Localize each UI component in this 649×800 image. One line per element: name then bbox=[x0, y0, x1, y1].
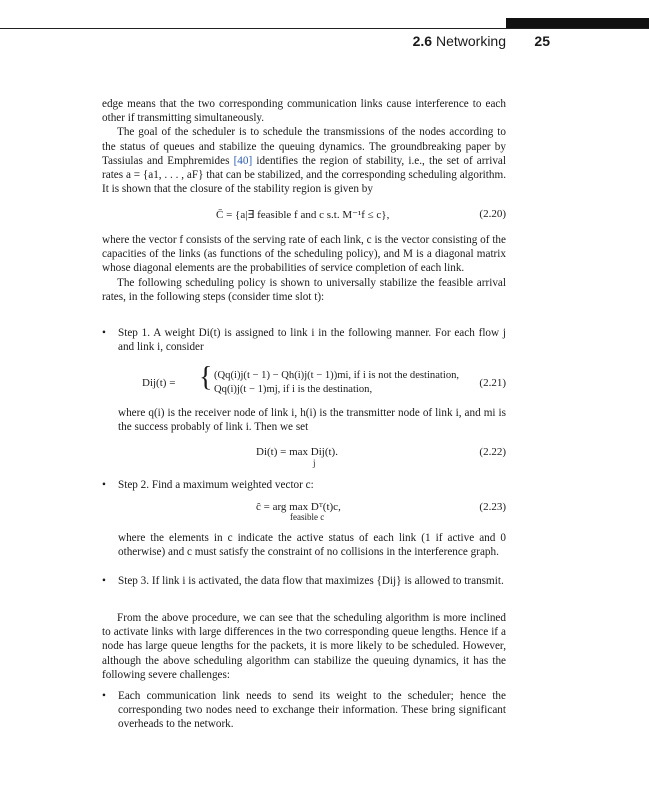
equation-2-23: ĉ = arg max Dᵀ(t)c, feasible c (2.23) bbox=[256, 501, 506, 522]
citation-link[interactable]: [40] bbox=[233, 154, 253, 167]
list-item-challenge1: • Each communication link needs to send its weight to the scheduler; hence the corresponding two nodes need to exchange their information. These bring significant overheads to the network. bbox=[102, 690, 506, 731]
header-rule bbox=[0, 28, 649, 29]
equation-2-22: Di(t) = max Dij(t). j (2.22) bbox=[256, 446, 506, 468]
step2-continuation: where the elements in c indicate the active status of each link (1 if active and 0 otherwise) and c must satisfy the constraint of no collisions in the interference graph. bbox=[118, 532, 506, 559]
running-header bbox=[380, 33, 550, 51]
paragraph-3: where the vector f consists of the serving rate of each link, c is the vector consisting of the capacities of the links (as functions of the scheduling policy), and M is a diagonal matrix whose diagonal elements are the probabilities of service completion of each link. bbox=[102, 234, 506, 275]
left-brace: { bbox=[199, 362, 213, 393]
paragraph-5: From the above procedure, we can see that the scheduling algorithm is more inclined to activate links with large differences in the two corresponding queue lengths. Hence if a node has large queue lengths for the packets, it is more likely to be scheduled. However, although the above scheduling algorithm can stabilize the queuing dynamics, it has the following severe challenges: bbox=[102, 612, 506, 681]
paragraph-1: edge means that the two corresponding communication links cause interference to each other if transmitting simultaneously. bbox=[102, 98, 506, 125]
equation-2-20: C̄ = {a|∃ feasible f and c s.t. M⁻¹f ≤ c}, (2.20) bbox=[216, 208, 506, 221]
list-item-step1: • Step 1. A weight Di(t) is assigned to link i in the following manner. For each flow j and link i, consider bbox=[102, 327, 506, 354]
list-item-step3: • Step 3. If link i is activated, the data flow that maximizes {Dij} is allowed to transmit. bbox=[102, 575, 504, 587]
paragraph-4: The following scheduling policy is shown to universally stabilize the feasible arrival rates, in the following steps (consider time slot t): bbox=[102, 276, 506, 303]
step1-continuation: where q(i) is the receiver node of link i, h(i) is the transmitter node of link i, and mi is the success probably of link i. Then we set bbox=[118, 407, 506, 434]
body-text-top bbox=[102, 97, 506, 196]
equation-2-21: Dij(t) = { (Qq(i)j(t − 1) − Qh(i)j(t − 1))mi, if i is not the destination, Qq(i)j(t − 1)mj, if i is the destination, (2.21) bbox=[142, 362, 506, 395]
body-text-middle bbox=[102, 233, 506, 304]
list-item-step2: • Step 2. Find a maximum weighted vector c: bbox=[102, 479, 314, 491]
page-number: 25 bbox=[534, 33, 550, 49]
paragraph-2: The goal of the scheduler is to schedule the transmissions of the nodes according to the status of queues and stabilize the queuing dynamics. The groundbreaking paper by Tassiulas and Emphremides [40] identifies the region of stability, i.e., the set of arrival rates a = {a1, . . . , aF} that can be stabilized, and the corresponding scheduling algorithm. It is shown that the closure of the stability region is given by bbox=[102, 126, 506, 196]
body-text-bottom bbox=[102, 611, 506, 682]
section-heading: 2.6 Networking bbox=[412, 33, 506, 49]
